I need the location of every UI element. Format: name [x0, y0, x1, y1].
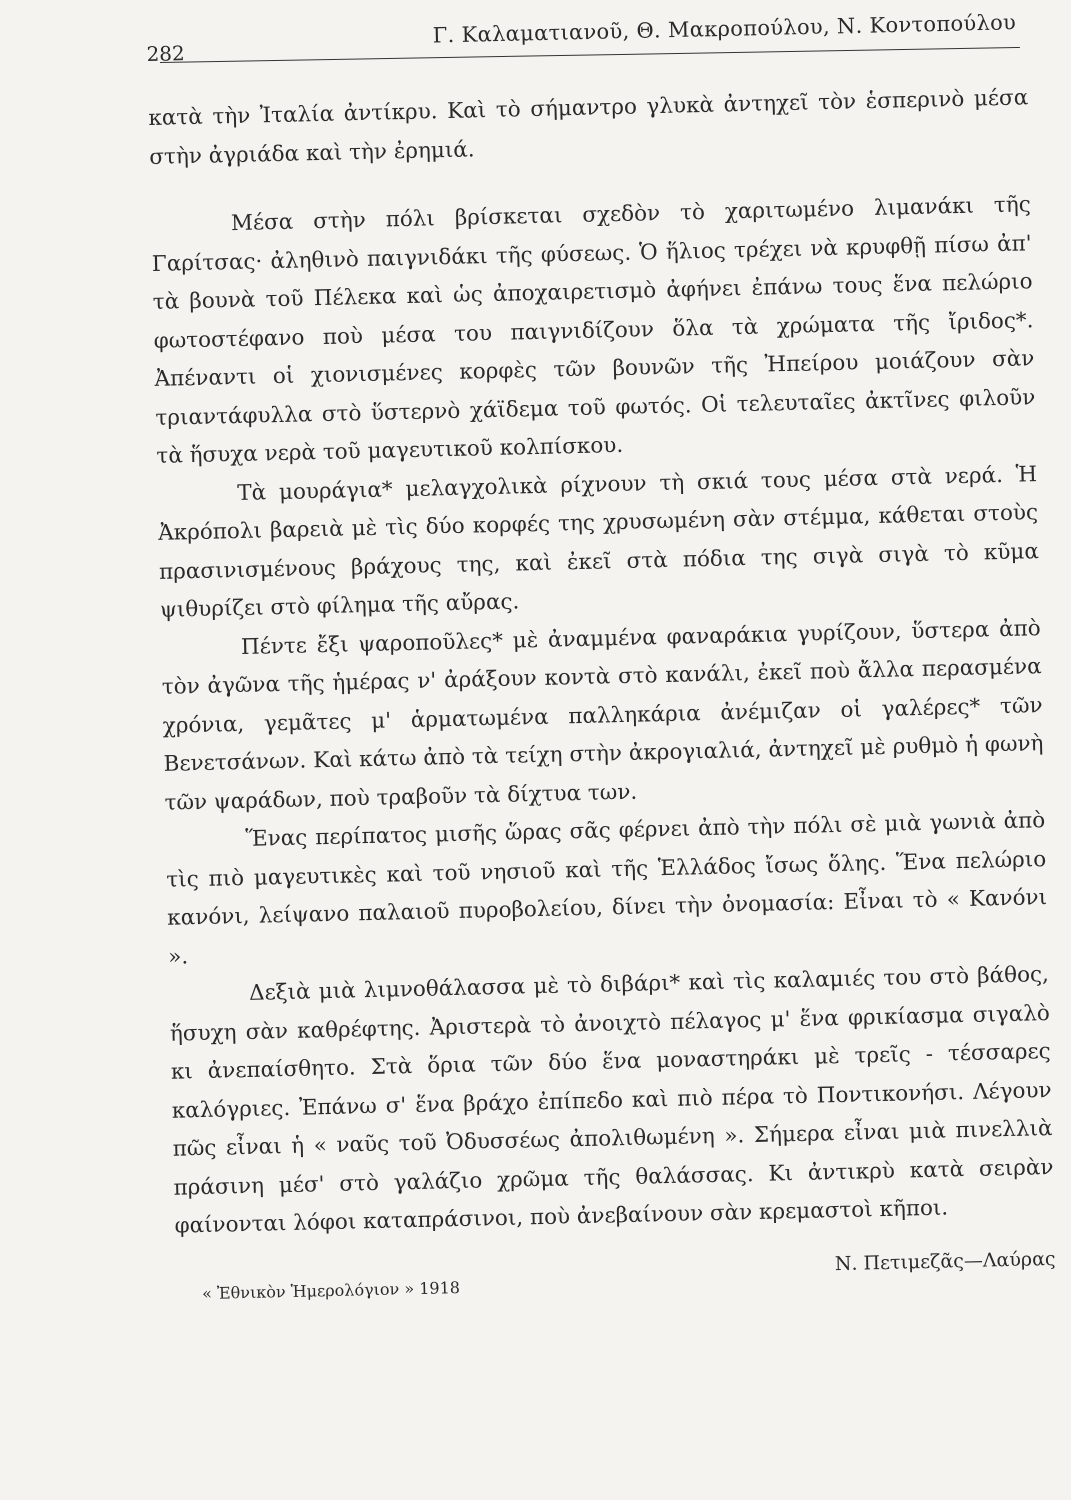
paragraph-3: Τὰ μουράγια* μελαγχολικὰ ρίχνουν τὴ σκιά τους μέσα στὰ νερά. Ἡ Ἀκρόπολι βαρειὰ μὲ τὶς δύο κορφές της χρυσωμένη σὰν στέμμα, κάθεται στοὺς πρασινισμένους βράχους της, καὶ ἐκεῖ στὰ πόδια της σιγὰ σιγὰ τὸ κῦμα ψιθυρίζει στὸ φίλημα τῆς αὔρας. — [157, 461, 1040, 623]
paragraph-6: Δεξιὰ μιὰ λιμνοθάλασσα μὲ τὸ διβάρι* καὶ τὶς καλαμιές του στὸ βάθος, ἥσυχη σὰν καθρέφτης. Ἀριστερὰ τὸ ἀνοιχτὸ πέλαγος μ' ἕνα φρικίασμα σιγαλὸ κι ἀνεπαίσθητο. Στὰ ὅρια τῶν δύο ἕνα μοναστηράκι μὲ τρεῖς - τέσσαρες καλόγριες. Ἐπάνω σ' ἕνα βράχο ἐπίπεδο καὶ πιὸ πέρα τὸ Ποντικονήσι. Λέγουν πῶς εἶναι ἡ « ναῦς τοῦ Ὀδυσσέως ἀπολιθωμένη ». Σήμερα εἶναι μιὰ πινελλιὰ πράσινη μέσ' στὸ γαλάζιο χρῶμα τῆς θαλάσσας. Κι ἀντικρὺ κατὰ σειρὰν φαίνονται λόφοι καταπράσινοι, ποὺ ἀνεβαίνουν σὰν κρεμαστοὶ κῆποι. — [169, 962, 1054, 1239]
paragraph-5: Ἕνας περίπατος μισῆς ὥρας σᾶς φέρνει ἀπὸ τὴν πόλι σὲ μιὰ γωνιὰ ἀπὸ τὶς πιὸ μαγευτικὲς καὶ τοῦ νησιοῦ καὶ τῆς Ἑλλάδος ἴσως ὅλης. Ἕνα πελώριο κανόνι, λείψανο παλαιοῦ πυροβολείου, δίνει τὴν ὀνομασία: Εἶναι τὸ « Κανόνι ». — [166, 808, 1048, 970]
paragraph-4: Πέντε ἔξι ψαροποῦλες* μὲ ἀναμμένα φαναράκια γυρίζουν, ὕστερα ἀπὸ τὸν ἀγῶνα τῆς ἡμέρας ν' ἀράξουν κοντὰ στὸ κανάλι, ἐκεῖ ποὺ ἄλλα περασμένα χρόνια, γεμᾶτες μ' ἁρματωμένα παλληκάρια ἀνέμιζαν οἱ γαλέρες* τῶν Βενετσάνων. Καὶ κάτω ἀπὸ τὰ τείχη στὴν ἀκρογιαλιά, ἀντηχεῖ μὲ ρυθμὸ ἡ φωνὴ τῶν ψαράδων, ποὺ τραβοῦν τὰ δίχτυα των. — [161, 615, 1044, 816]
page-number: 282 — [146, 41, 185, 66]
running-head: Γ. Καλαματιανοῦ, Θ. Μακροπούλου, Ν. Κοντοπούλου — [432, 10, 1017, 48]
paragraph-2: Μέσα στὴν πόλι βρίσκεται σχεδὸν τὸ χαριτωμένο λιμανάκι τῆς Γαρίτσας· ἀληθινὸ παιγνιδάκι τῆς φύσεως. Ὁ ἥλιος τρέχει νὰ κρυφθῇ πίσω ἀπ' τὰ βουνὰ τοῦ Πέλεκα καὶ ὡς ἀποχαιρετισμὸ ἀφήνει ἐπάνω τους ἕνα πελώριο φωτοστέφανο ποὺ μέσα του παιγνιδίζουν ὅλα τὰ χρώματα τῆς ἴριδος*. Ἀπέναντι οἱ χιονισμένες κορφὲς τῶν βουνῶν τῆς Ἠπείρου μοιάζουν σὰν τριαντάφυλλα στὸ ὕστερνὸ χάϊδεμα τοῦ φωτός. Οἱ τελευταῖες ἀκτῖνες φιλοῦν τὰ ἥσυχα νερὰ τοῦ μαγευτικοῦ κολπίσκου. — [151, 192, 1036, 469]
source-citation: « Ἐθνικὸν Ἡμερολόγιον » 1918 — [201, 1277, 461, 1303]
paragraph-1: κατὰ τὴν Ἰταλία ἀντίκρυ. Καὶ τὸ σήμαντρο γλυκὰ ἀντηχεῖ τὸν ἑσπερινὸ μέσα στὴν ἀγριάδα καὶ τὴν ἐρημιά. — [148, 85, 1029, 170]
author-signature: Ν. Πετιμεζᾶς—Λαύρας — [834, 1247, 1056, 1275]
page-header — [146, 10, 1017, 66]
page-footer — [176, 1247, 1057, 1308]
body-text — [148, 79, 1056, 1308]
